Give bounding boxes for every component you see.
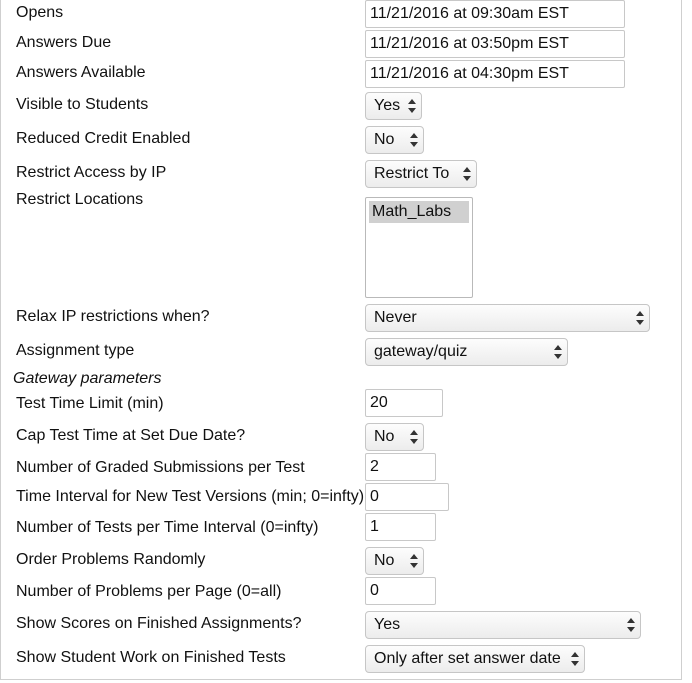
show-work-select[interactable] [365, 645, 585, 673]
restrict-locations-label: Restrict Locations [16, 191, 144, 208]
reduced-credit-label: Reduced Credit Enabled [16, 130, 191, 147]
relax-ip-select[interactable] [365, 304, 650, 332]
location-option-math-labs[interactable]: Math_Labs [369, 201, 469, 223]
assignment-type-value: gateway/quiz [374, 343, 468, 360]
show-scores-value: Yes [374, 616, 401, 633]
answers-due-label: Answers Due [16, 34, 112, 51]
time-interval-input[interactable]: 0 [365, 483, 449, 511]
show-scores-label: Show Scores on Finished Assignments? [16, 615, 302, 632]
problems-per-page-input[interactable]: 0 [365, 577, 436, 605]
select-arrows-icon [408, 99, 416, 113]
answers-due-input[interactable]: 11/21/2016 at 03:50pm EST [365, 30, 625, 58]
reduced-credit-value: No [374, 131, 395, 148]
show-work-value: Only after set answer date [374, 650, 561, 667]
select-arrows-icon [463, 167, 471, 181]
select-arrows-icon [554, 345, 562, 359]
restrict-locations-listbox[interactable] [365, 197, 473, 298]
time-interval-label: Time Interval for New Test Versions (min; 0=infty) [16, 488, 365, 505]
restrict-access-value: Restrict To [374, 165, 450, 182]
order-random-select[interactable] [365, 547, 424, 575]
order-random-label: Order Problems Randomly [16, 551, 206, 568]
tests-per-interval-label: Number of Tests per Time Interval (0=infty) [16, 519, 319, 536]
select-arrows-icon [636, 311, 644, 325]
select-arrows-icon [410, 133, 418, 147]
show-work-label: Show Student Work on Finished Tests [16, 649, 286, 666]
reduced-credit-select[interactable] [365, 126, 424, 154]
answers-available-input[interactable]: 11/21/2016 at 04:30pm EST [365, 60, 625, 88]
time-limit-label: Test Time Limit (min) [16, 395, 164, 412]
visible-value: Yes [374, 97, 401, 114]
show-scores-select[interactable] [365, 611, 641, 639]
order-random-value: No [374, 552, 395, 569]
cap-time-select[interactable] [365, 423, 424, 451]
restrict-access-select[interactable] [365, 160, 477, 188]
cap-time-label: Cap Test Time at Set Due Date? [16, 427, 246, 444]
time-limit-input[interactable]: 20 [365, 389, 443, 417]
gateway-parameters-heading: Gateway parameters [13, 370, 162, 387]
relax-ip-label: Relax IP restrictions when? [16, 308, 210, 325]
cap-time-value: No [374, 428, 395, 445]
graded-submissions-label: Number of Graded Submissions per Test [16, 459, 305, 476]
visible-label: Visible to Students [16, 96, 149, 113]
opens-label: Opens [16, 4, 64, 21]
problems-per-page-label: Number of Problems per Page (0=all) [16, 583, 282, 600]
visible-select[interactable] [365, 92, 422, 120]
assignment-type-select[interactable] [365, 338, 568, 366]
tests-per-interval-input[interactable]: 1 [365, 513, 436, 541]
graded-submissions-input[interactable]: 2 [365, 453, 436, 481]
select-arrows-icon [571, 652, 579, 666]
relax-ip-value: Never [374, 309, 417, 326]
restrict-access-label: Restrict Access by IP [16, 164, 167, 181]
select-arrows-icon [410, 554, 418, 568]
select-arrows-icon [410, 430, 418, 444]
opens-input[interactable]: 11/21/2016 at 09:30am EST [365, 0, 625, 28]
assignment-type-label: Assignment type [16, 342, 135, 359]
select-arrows-icon [627, 618, 635, 632]
answers-available-label: Answers Available [16, 64, 146, 81]
